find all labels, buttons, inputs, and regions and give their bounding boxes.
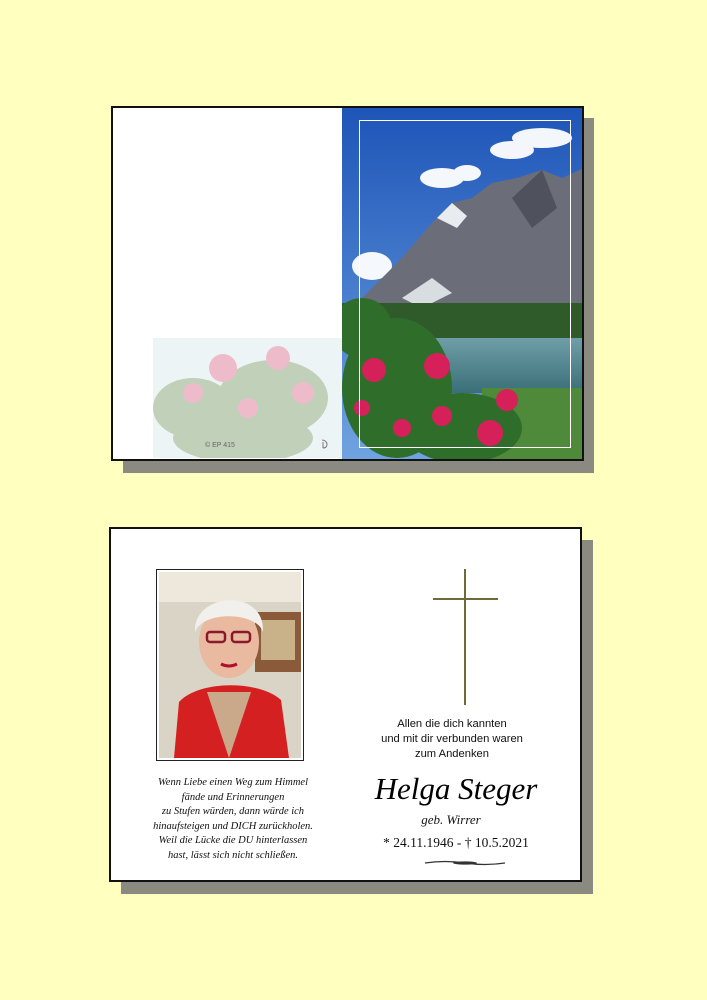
deceased-name: Helga Steger	[374, 771, 538, 806]
product-code: © EP 415	[205, 442, 235, 449]
poem-line: hinaufsteigen und DICH zurückholen.	[153, 820, 313, 832]
poem-line: Weil die Lücke die DU hinterlassen	[158, 835, 308, 847]
portrait-photo	[156, 569, 304, 761]
dedication-line: Allen die dich kannten	[397, 718, 507, 730]
faded-flowers-image	[153, 298, 343, 458]
poem-line: zu Stufen würden, dann würde ich	[161, 806, 305, 818]
dedication	[359, 717, 545, 763]
publisher-logo-icon	[319, 438, 331, 450]
poem	[127, 776, 339, 864]
dedication-line: und mit dir verbunden waren	[381, 733, 523, 746]
life-dates: * 24.11.1946 - † 10.5.2021	[383, 835, 529, 850]
poem-line: hast, lässt sich nicht schließen.	[167, 849, 299, 861]
maiden-name: geb. Wirrer	[421, 812, 481, 827]
card-inside	[109, 527, 582, 882]
photo-frame-border	[359, 120, 571, 448]
poem-line: fände und Erinnerungen	[181, 791, 285, 803]
dedication-line: zum Andenken	[414, 748, 489, 761]
ornament-divider	[425, 860, 505, 866]
card-cover	[111, 106, 584, 461]
poem-line: Wenn Liebe einen Weg zum Himmel	[158, 777, 308, 788]
portrait-image	[159, 572, 301, 758]
cross-icon	[433, 569, 498, 705]
